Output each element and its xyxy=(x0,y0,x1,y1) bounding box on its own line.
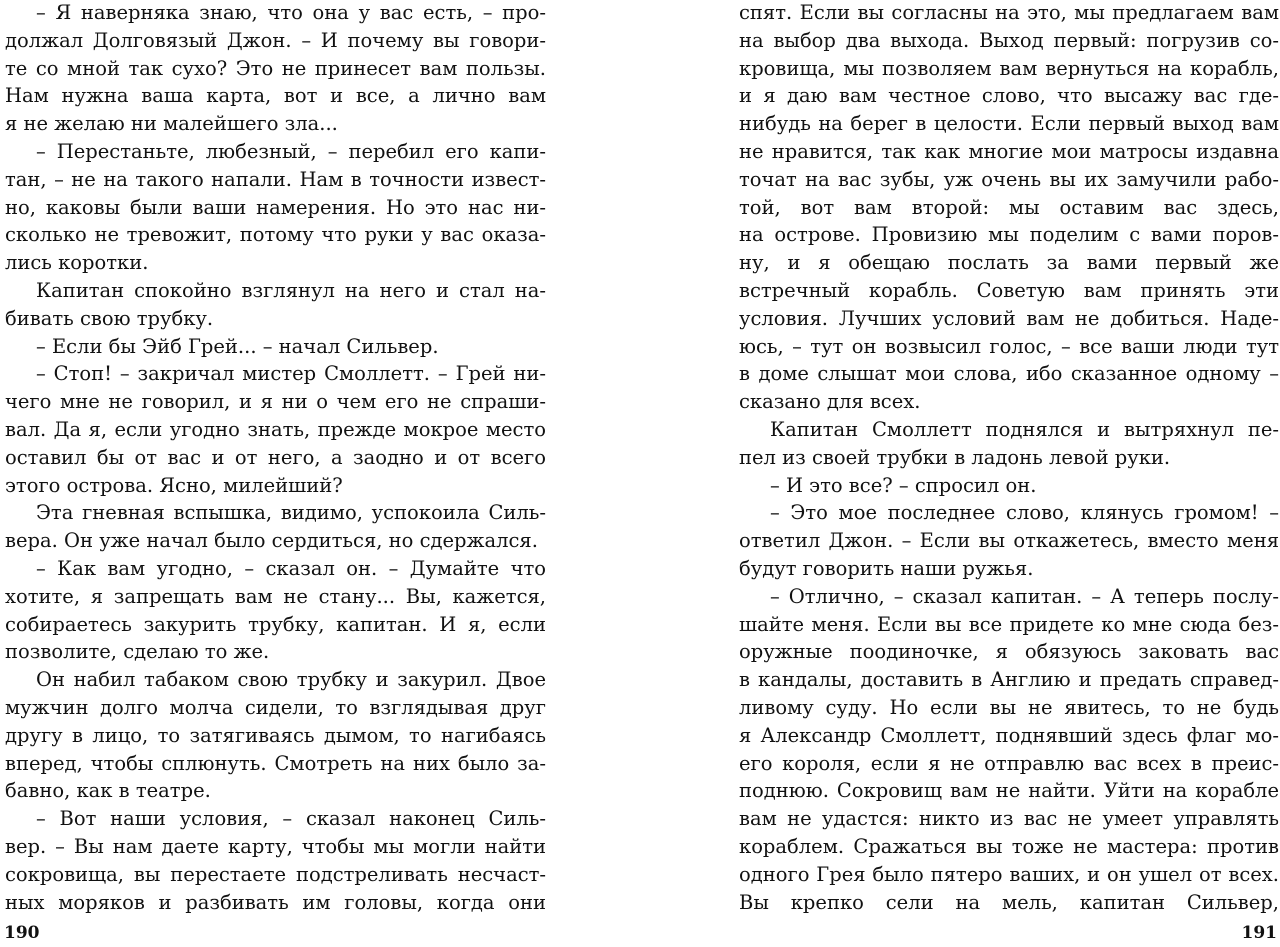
text-line: Нам нужна ваша карта, вот и все, а лично вам xyxy=(5,84,546,108)
text-line: в кандалы, доставить в Англию и предать справед- xyxy=(739,668,1279,692)
text-line: не нравится, так как многие мои матросы издавна xyxy=(739,139,1279,163)
text-line: – Перестаньте, любезный, – перебил его капи- xyxy=(36,139,546,163)
text-line: – Если бы Эйб Грей... – начал Сильвер. xyxy=(36,334,439,358)
text-line: оставил бы от вас и от него, а заодно и от всего xyxy=(5,445,546,469)
text-line: лись коротки. xyxy=(5,251,149,275)
left-page xyxy=(5,0,546,916)
text-line: чего мне не говорил, и я ни о чем его не спраши- xyxy=(5,390,546,414)
text-line: сколько не тревожит, потому что руки у вас оказа- xyxy=(5,223,546,247)
text-line: на острове. Провизию мы поделим с вами поров- xyxy=(739,223,1279,247)
right-page xyxy=(739,0,1279,916)
text-line: бавно, как в театре. xyxy=(5,779,211,803)
text-line: – Как вам угодно, – сказал он. – Думайте что xyxy=(36,556,546,580)
text-line: другу в лицо, то затягиваясь дымом, то нагибаясь xyxy=(5,723,546,747)
text-line: мужчин долго молча сидели, то взглядывая друг xyxy=(5,695,546,719)
text-line: – И это все? – спросил он. xyxy=(770,473,1037,497)
text-line: Он набил табаком свою трубку и закурил. Двое xyxy=(36,668,546,692)
text-line: Капитан Смоллетт поднялся и вытряхнул пе- xyxy=(770,417,1279,441)
text-line: условия. Лучших условий вам не добиться. Наде- xyxy=(739,306,1279,330)
page-number-right: 191 xyxy=(1241,923,1277,943)
text-line: позволите, сделаю то же. xyxy=(5,640,270,664)
text-line: поднюю. Сокровищ вам не найти. Уйти на корабле xyxy=(739,779,1279,803)
text-line: вал. Да я, если угодно знать, прежде мокрое место xyxy=(5,417,546,441)
text-line: вам не удастся: никто из вас не умеет управлять xyxy=(739,807,1279,831)
text-line: вера. Он уже начал было сердиться, но сдержался. xyxy=(5,529,538,553)
text-line: одного Грея было пятеро ваших, и он ушел от всех. xyxy=(739,862,1279,886)
text-line: той, вот вам второй: мы оставим вас здесь, xyxy=(739,195,1279,219)
text-line: я не желаю ни малейшего зла... xyxy=(5,112,338,136)
text-line: встречный корабль. Советую вам принять эти xyxy=(739,278,1279,302)
text-line: нибудь на берег в целости. Если первый выход вам xyxy=(739,112,1279,136)
text-line: этого острова. Ясно, милейший? xyxy=(5,473,343,497)
text-line: спят. Если вы согласны на это, мы предлагаем вам xyxy=(739,1,1279,24)
text-line: шайте меня. Если вы все придете ко мне сюда без- xyxy=(739,612,1279,636)
text-line: я Александр Смоллетт, поднявший здесь флаг мо- xyxy=(739,723,1279,747)
text-line: ну, и я обещаю послать за вами первый же xyxy=(739,251,1279,275)
text-line: вер. – Вы нам даете карту, чтобы мы могли найти xyxy=(5,834,546,858)
text-line: ных моряков и разбивать им головы, когда они xyxy=(5,890,546,914)
text-line: оружные поодиночке, я обязуюсь заковать вас xyxy=(739,640,1279,664)
text-line: – Стоп! – закричал мистер Смоллетт. – Грей ни- xyxy=(36,362,546,386)
text-line: в доме слышат мои слова, ибо сказанное одному – xyxy=(739,362,1279,386)
text-line: его короля, если я не отправлю вас всех в преис- xyxy=(739,751,1279,775)
text-line: кровища, мы позволяем вам вернуться на корабль, xyxy=(739,56,1279,80)
text-line: бивать свою трубку. xyxy=(5,306,214,330)
text-line: пел из своей трубки в ладонь левой руки. xyxy=(739,445,1171,469)
page-number-left: 190 xyxy=(4,923,40,943)
text-line: – Это мое последнее слово, клянусь громом! – xyxy=(770,501,1279,525)
text-line: те со мной так сухо? Это не принесет вам пользы. xyxy=(5,56,546,80)
text-line: сокровища, вы перестаете подстреливать несчаст- xyxy=(5,862,546,886)
text-line: – Вот наши условия, – сказал наконец Силь- xyxy=(36,807,546,831)
text-line: Вы крепко сели на мель, капитан Сильвер, xyxy=(739,890,1279,914)
text-line: на выбор два выхода. Выход первый: погрузив со- xyxy=(739,28,1279,52)
text-line: юсь, – тут он возвысил голос, – все ваши люди тут xyxy=(739,334,1279,358)
text-line: вперед, чтобы сплюнуть. Смотреть на них было за- xyxy=(5,751,546,775)
text-line: и я даю вам честное слово, что высажу вас где- xyxy=(739,84,1279,108)
text-line: – Отлично, – сказал капитан. – А теперь послу- xyxy=(770,584,1279,608)
text-line: будут говорить наши ружья. xyxy=(739,556,1034,580)
text-line: точат на вас зубы, уж очень вы их замучили рабо- xyxy=(739,167,1279,191)
text-line: ливому суду. Но если вы не явитесь, то не будь xyxy=(739,695,1279,719)
text-line: хотите, я запрещать вам не стану... Вы, кажется, xyxy=(5,584,546,608)
text-line: – Я наверняка знаю, что она у вас есть, – про- xyxy=(36,1,546,24)
text-line: но, каковы были ваши намерения. Но это нас ни- xyxy=(5,195,546,219)
text-line: собираетесь закурить трубку, капитан. И я, если xyxy=(5,612,546,636)
text-line: должал Долговязый Джон. – И почему вы говори- xyxy=(5,28,546,52)
text-line: кораблем. Сражаться вы тоже не мастера: против xyxy=(739,834,1279,858)
text-line: сказано для всех. xyxy=(739,390,921,414)
text-line: Капитан спокойно взглянул на него и стал на- xyxy=(36,278,546,302)
text-line: тан, – не на такого напали. Нам в точности извест- xyxy=(5,167,546,191)
text-line: Эта гневная вспышка, видимо, успокоила Силь- xyxy=(36,501,546,525)
text-line: ответил Джон. – Если вы откажетесь, вместо меня xyxy=(739,529,1279,553)
